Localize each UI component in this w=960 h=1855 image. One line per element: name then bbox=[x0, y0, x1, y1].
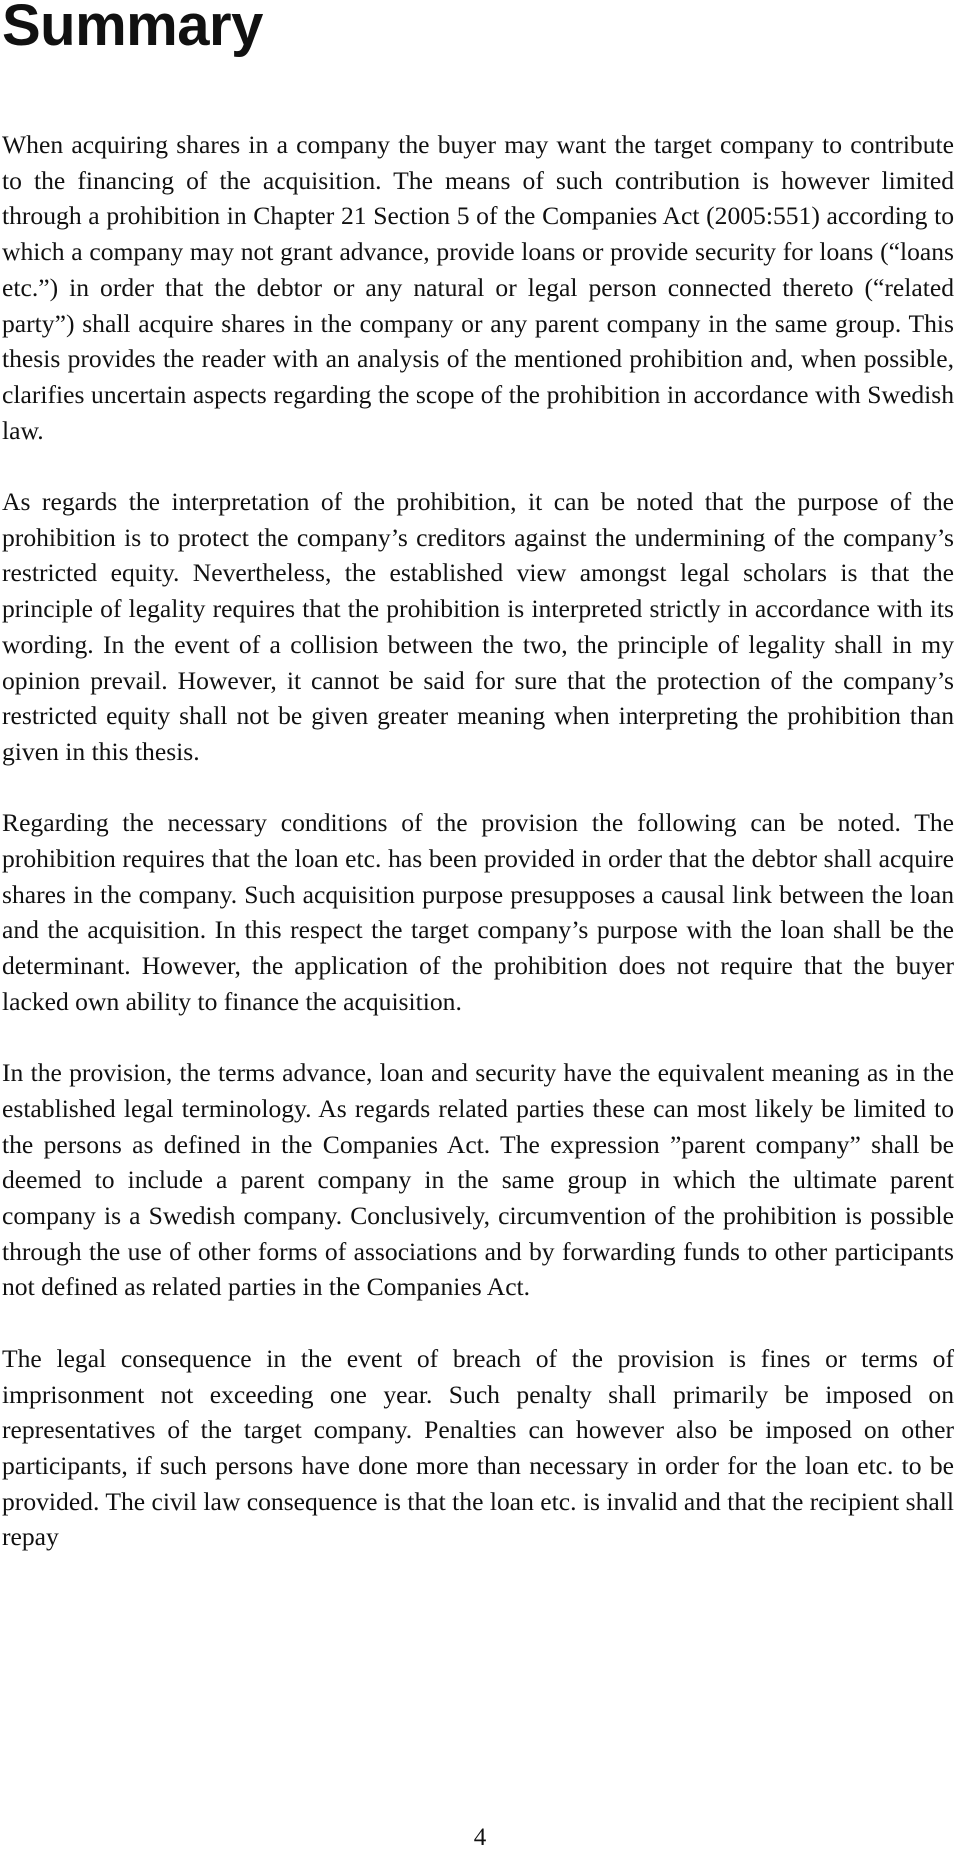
paragraph-consequences: The legal consequence in the event of breach of the provision is fines or terms of imprisonment not exceeding one year. Such penalty shall primarily be imposed on representatives of the target company. Penalties can however also be imposed on other participants, if such persons have done more than necessary in order for the loan etc. to be provided. The civil law consequence is that the loan etc. is invalid and that the recipient shall repay bbox=[2, 1343, 954, 1552]
paragraph-interpretation: As regards the interpretation of the prohibition, it can be noted that the purpose of the prohibition is to protect the company’s creditors against the undermining of the company’s restricted equity. Nevertheless, the established view amongst legal scholars is that the principle of legality requires that the prohibition is interpreted strictly in accordance with its wording. In the event of a collision between the two, the principle of legality shall in my opinion prevail. However, it cannot be said for sure that the protection of the company’s restricted equity shall not be given greater meaning when interpreting the prohibition than given in this thesis. bbox=[2, 487, 954, 766]
paragraph-terms: In the provision, the terms advance, loan and security have the equivalent meaning as in the established legal terminology. As regards related parties these can most likely be limited to the persons as defined in the Companies Act. The expression ”parent company” shall be deemed to include a parent company in the same group in which the ultimate parent company is a Swedish company. Conclusively, circumvention of the prohibition is possible through the use of other forms of associations and by forwarding funds to other participants not defined as related parties in the Companies Act. bbox=[2, 1058, 954, 1302]
page-number: 4 bbox=[473, 1824, 487, 1851]
summary-body bbox=[2, 127, 954, 1555]
paragraph-conditions: Regarding the necessary conditions of the provision the following can be noted. The prohibition requires that the loan etc. has been provided in order that the debtor shall acquire shares in the company. Such acquisition purpose presupposes a causal link between the loan and the acquisition. In this respect the target company’s purpose with the loan shall be the determinant. However, the application of the prohibition does not require that the buyer lacked own ability to finance the acquisition. bbox=[2, 808, 954, 1016]
paragraph-intro: When acquiring shares in a company the buyer may want the target company to contribute to the financing of the acquisition. The means of such contribution is however limited through a prohibition in Chapter 21 Section 5 of the Companies Act (2005:551) according to which a company may not grant advance, provide loans or provide security for loans (“loans etc.”) in order that the debtor or any natural or legal person connected thereto (“related party”) shall acquire shares in the company or any parent company in the same group. This thesis provides the reader with an analysis of the mentioned prohibition and, when possible, clarifies uncertain aspects regarding the scope of the prohibition in accordance with Swedish law. bbox=[2, 130, 954, 445]
page-title: Summary bbox=[2, 0, 263, 58]
